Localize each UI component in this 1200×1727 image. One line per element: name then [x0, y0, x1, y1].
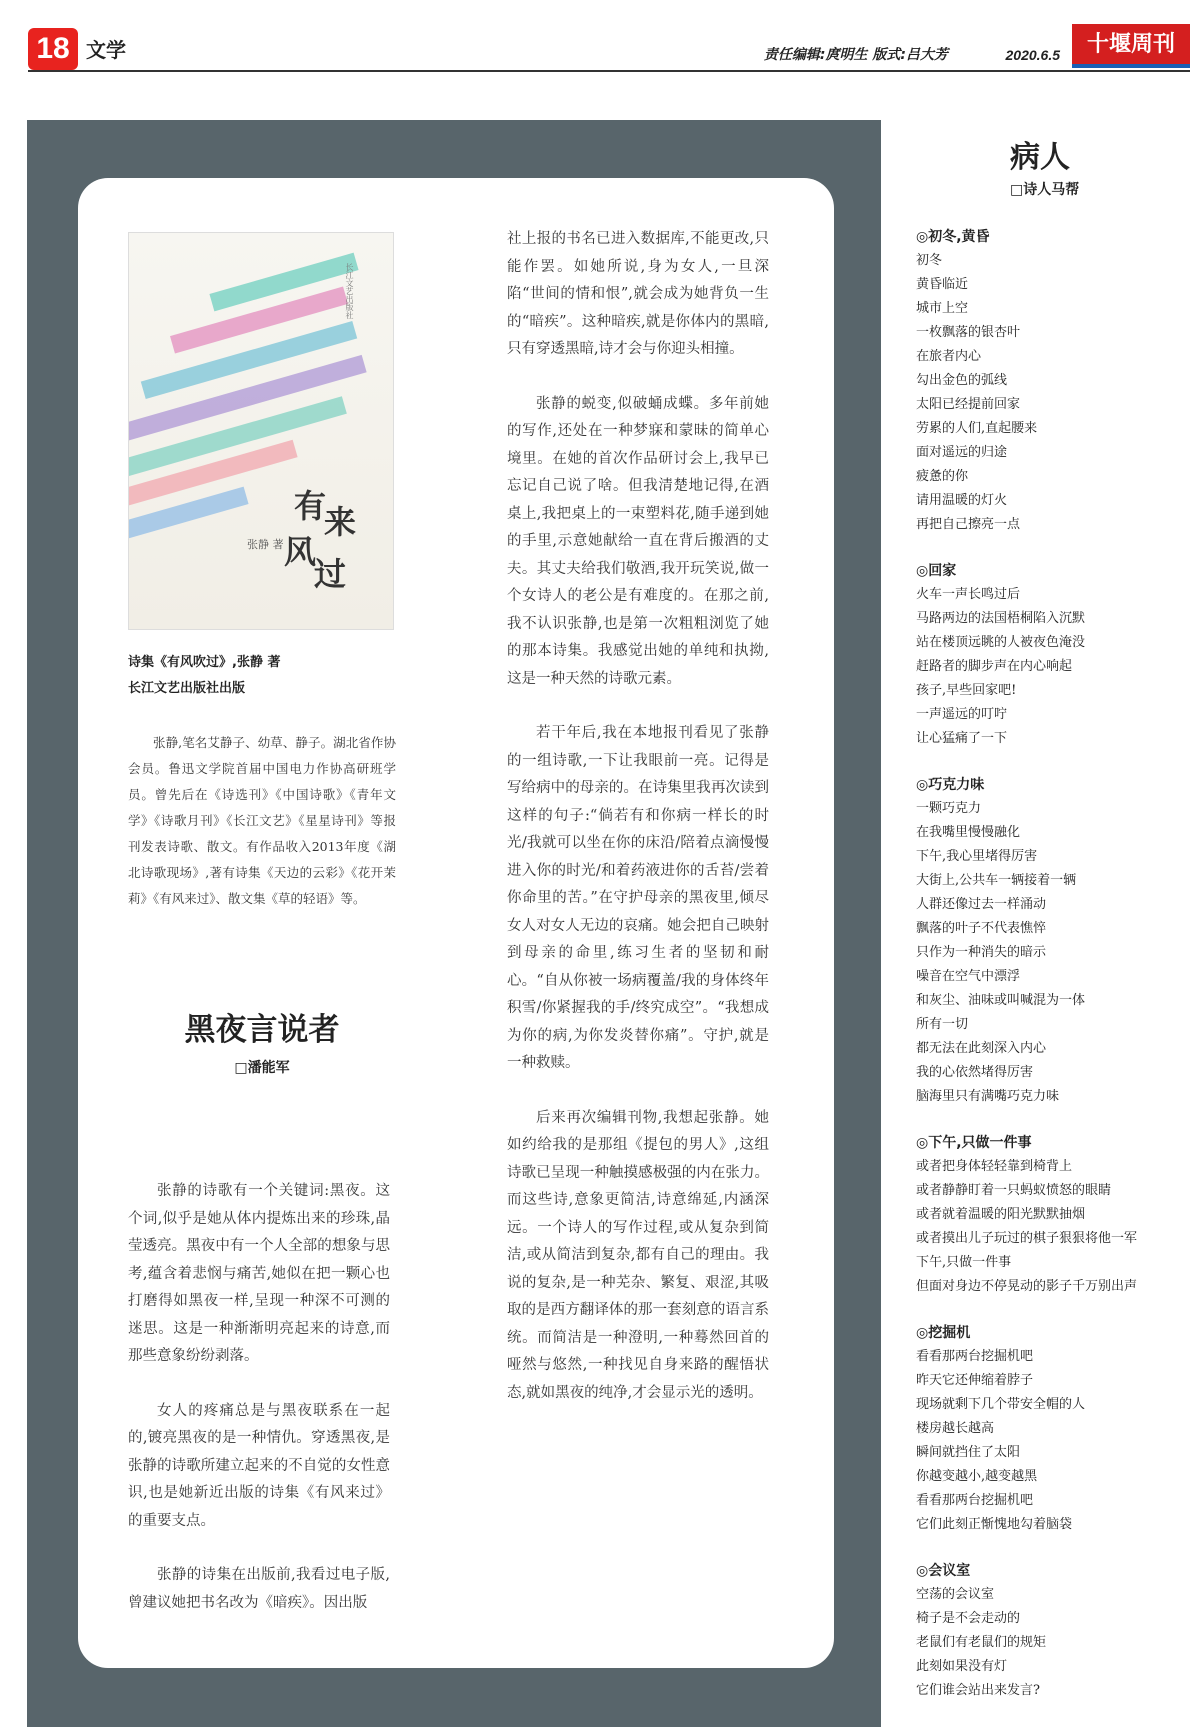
page-header: [28, 24, 1190, 74]
poem-line: 黄昏临近: [916, 277, 969, 292]
poem-line: 孩子,早些回家吧!: [916, 683, 1017, 698]
poem-line: 空荡的会议室: [916, 1587, 995, 1602]
poem-heading: ◎巧克力味: [916, 777, 985, 793]
paragraph: 女人的疼痛总是与黑夜联系在一起的,镀亮黑夜的是一种情仇。穿透黑夜,是张静的诗歌所建立起来的不自觉的女性意识,也是她新近出版的诗集《有风来过》的重要支点。: [128, 1402, 390, 1529]
poem-line: 站在楼顶远眺的人被夜色淹没: [916, 635, 1086, 650]
cover-title: [284, 487, 357, 593]
poem-line: 初冬: [916, 253, 943, 268]
poem-author: □诗人马帮: [1010, 182, 1080, 198]
poem-section: [916, 773, 1190, 1109]
poem-line: 但面对身边不停晃动的影子千万别出声: [916, 1279, 1138, 1294]
poem-line: 此刻如果没有灯: [916, 1659, 1008, 1674]
poem-line: 或者把身体轻轻靠到椅背上: [916, 1159, 1073, 1174]
article-author: □潘能军: [234, 1060, 290, 1076]
poem-section: [916, 1131, 1190, 1299]
poem-line: 再把自己擦亮一点: [916, 517, 1021, 532]
poem-line: 老鼠们有老鼠们的规矩: [916, 1635, 1047, 1650]
editors-credit: 责任编辑:庹明生 版式:吕大芳: [763, 47, 948, 63]
poem-line: 只作为一种消失的暗示: [916, 945, 1047, 960]
poem-line: 人群还像过去一样涌动: [916, 897, 1047, 912]
poem-line: 看看那两台挖掘机吧: [916, 1349, 1034, 1364]
book-caption: [128, 650, 398, 702]
paragraph: 后来再次编辑刊物,我想起张静。她如约给我的是那组《提包的男人》,这组诗歌已呈现一种触摸感极强的内在张力。而这些诗,意象更简洁,诗意绵延,内涵深远。一个诗人的写作过程,或从复杂到简洁,或从简洁到复杂,都有自己的理由。我说的复杂,是一种芜杂、繁复、艰涩,其吸取的是西方翻译体的那一套刻意的语言系统。而简洁是一种澄明,一种蓦然回首的哑然与悠然,一种找见自身来路的醒悟状态,就如黑夜的纯净,才会显示光的透明。: [507, 1109, 769, 1401]
poem-line: 勾出金色的弧线: [916, 373, 1008, 388]
poem-line: 马路两边的法国梧桐陷入沉默: [916, 611, 1086, 626]
poem-line: 下午,只做一件事: [916, 1255, 1012, 1270]
paragraph: 社上报的书名已进入数据库,不能更改,只能作罢。如她所说,身为女人,一旦深陷“世间的情和恨”,就会成为她背负一生的“暗疾”。这种暗疾,就是你体内的黑暗,只有穿透黑暗,诗才会与你迎头相撞。: [507, 231, 769, 357]
poem-line: 一颗巧克力: [916, 801, 982, 816]
poem-heading: ◎回家: [916, 563, 957, 579]
poem-line: 或者静静盯着一只蚂蚁愤怒的眼睛: [916, 1183, 1112, 1198]
cover-title-char: 来: [324, 503, 357, 541]
poem-line: 下午,我心里堵得厉害: [916, 849, 1038, 864]
poem-line: 让心猛痛了一下: [916, 731, 1008, 746]
article-column-2: [507, 226, 769, 1434]
header-rule: [28, 70, 1190, 72]
issue-date: 2020.6.5: [1005, 47, 1060, 63]
poem-series-title: 病人: [1010, 140, 1070, 175]
poem-line: 在旅者内心: [916, 349, 982, 364]
section-name: 文学: [86, 38, 126, 62]
poem-heading: ◎初冬,黄昏: [916, 229, 990, 245]
author-bio: 张静,笔名艾静子、幼草、静子。湖北省作协会员。鲁迅文学院首届中国电力作协高研班学员。曾先后在《诗选刊》《中国诗歌》《青年文学》《诗歌月刊》《长江文艺》《星星诗刊》等报刊发表诗歌、散文。有作品收入2013年度《湖北诗歌现场》,著有诗集《天边的云彩》《花开茉莉》《有风来过》、散文集《草的轻语》等。: [128, 735, 396, 906]
poem-line: 我的心依然堵得厉害: [916, 1065, 1034, 1080]
poem-line: 或者就着温暖的阳光默默抽烟: [916, 1207, 1086, 1222]
poem-line: 请用温暖的灯火: [916, 493, 1008, 508]
poem-line: 劳累的人们,直起腰来: [916, 421, 1038, 436]
poem-line: 疲惫的你: [916, 469, 969, 484]
poem-heading: ◎会议室: [916, 1563, 971, 1579]
cover-author: 张静 著: [247, 538, 284, 551]
poem-line: 一枚飘落的银杏叶: [916, 325, 1021, 340]
book-cover-image: [128, 232, 394, 630]
poem-line: 火车一声长鸣过后: [916, 587, 1021, 602]
poem-section: [916, 225, 1190, 537]
poem-line: 大街上,公共车一辆接着一辆: [916, 873, 1077, 888]
poem-line: 和灰尘、油味或叫喊混为一体: [916, 993, 1086, 1008]
poem-line: 它们此刻正惭愧地勾着脑袋: [916, 1517, 1073, 1532]
poem-line: 所有一切: [916, 1017, 969, 1032]
poem-line: 一声遥远的叮咛: [916, 707, 1008, 722]
masthead-logo: 十堰周刊: [1072, 24, 1190, 68]
poem-line: 瞬间就挡住了太阳: [916, 1445, 1021, 1460]
poem-line: 城市上空: [916, 301, 969, 316]
article-title: 黑夜言说者: [184, 1012, 340, 1048]
caption-line: 诗集《有风吹过》,张静 著: [128, 655, 281, 670]
cover-title-char: 有: [294, 487, 327, 525]
poem-line: 看看那两台挖掘机吧: [916, 1493, 1034, 1508]
poem-line: 脑海里只有满嘴巧克力味: [916, 1089, 1060, 1104]
cover-publisher: 长江文艺出版社: [345, 263, 354, 319]
poem-line: 飘落的叶子不代表憔悴: [916, 921, 1047, 936]
poem-section: [916, 559, 1190, 751]
paragraph: 张静的诗歌有一个关键词:黑夜。这个词,似乎是她从体内提炼出来的珍珠,晶莹透亮。黑夜中有一个人全部的想象与思考,蕴含着悲悯与痛苦,她似在把一颗心也打磨得如黑夜一样,呈现一种深不可测的迷思。这是一种渐渐明亮起来的诗意,而那些意象纷纷剥落。: [128, 1183, 390, 1364]
poem-heading: ◎下午,只做一件事: [916, 1135, 1032, 1151]
poem-section: [916, 1321, 1190, 1537]
caption-line: 长江文艺出版社出版: [128, 681, 246, 696]
poem-line: 面对遥远的归途: [916, 445, 1008, 460]
poem-line: 赶路者的脚步声在内心响起: [916, 659, 1073, 674]
page-number: 18: [28, 28, 78, 70]
poem-list: [916, 225, 1190, 1725]
poem-line: 楼房越长越高: [916, 1421, 995, 1436]
poem-line: 现场就剩下几个带安全帽的人: [916, 1397, 1086, 1412]
article-column-1: [128, 1178, 390, 1644]
poem-line: 噪音在空气中漂浮: [916, 969, 1021, 984]
poem-line: 你越变越小,越变越黑: [916, 1469, 1038, 1484]
poem-line: 在我嘴里慢慢融化: [916, 825, 1021, 840]
poem-section: [916, 1559, 1190, 1703]
paragraph: 张静的诗集在出版前,我看过电子版,曾建议她把书名改为《暗疾》。因出版: [128, 1567, 390, 1611]
poem-line: 椅子是不会走动的: [916, 1611, 1021, 1626]
cover-title-char: 过: [314, 555, 347, 593]
cover-title-char: 风: [284, 533, 317, 571]
poem-heading: ◎挖掘机: [916, 1325, 971, 1341]
poem-line: 它们谁会站出来发言?: [916, 1683, 1040, 1698]
poem-line: 太阳已经提前回家: [916, 397, 1021, 412]
paragraph: 若干年后,我在本地报刊看见了张静的一组诗歌,一下让我眼前一亮。记得是写给病中的母亲的。在诗集里我再次读到这样的句子:“倘若有和你病一样长的时光/我就可以坐在你的床沿/陪着点滴慢慢进入你的时光/和着药液进你的舌苔/尝着你命里的苦。”在守护母亲的黑夜里,倾尽女人对女人无边的哀痛。她会把自己映射到母亲的命里,练习生者的坚韧和耐心。“自从你被一场病覆盖/我的身体终年积雪/你紧握我的手/终究成空”。“我想成为你的病,为你发炎替你痛”。守护,就是一种救赎。: [507, 725, 769, 1071]
poem-line: 都无法在此刻深入内心: [916, 1041, 1047, 1056]
poem-line: 昨天它还伸缩着脖子: [916, 1373, 1034, 1388]
paragraph: 张静的蜕变,似破蛹成蝶。多年前她的写作,还处在一种梦寐和蒙昧的简单心境里。在她的首次作品研讨会上,我早已忘记自己说了啥。但我清楚地记得,在酒桌上,我把桌上的一束塑料花,随手递到她的手里,示意她献给一直在背后搬酒的丈夫。其丈夫给我们敬酒,我开玩笑说,做一个女诗人的老公是有难度的。在那之前,我不认识张静,也是第一次粗粗浏览了她的那本诗集。我感觉出她的单纯和执拗,这是一种天然的诗歌元素。: [507, 395, 769, 687]
poem-line: 或者摸出儿子玩过的棋子狠狠将他一军: [916, 1231, 1138, 1246]
